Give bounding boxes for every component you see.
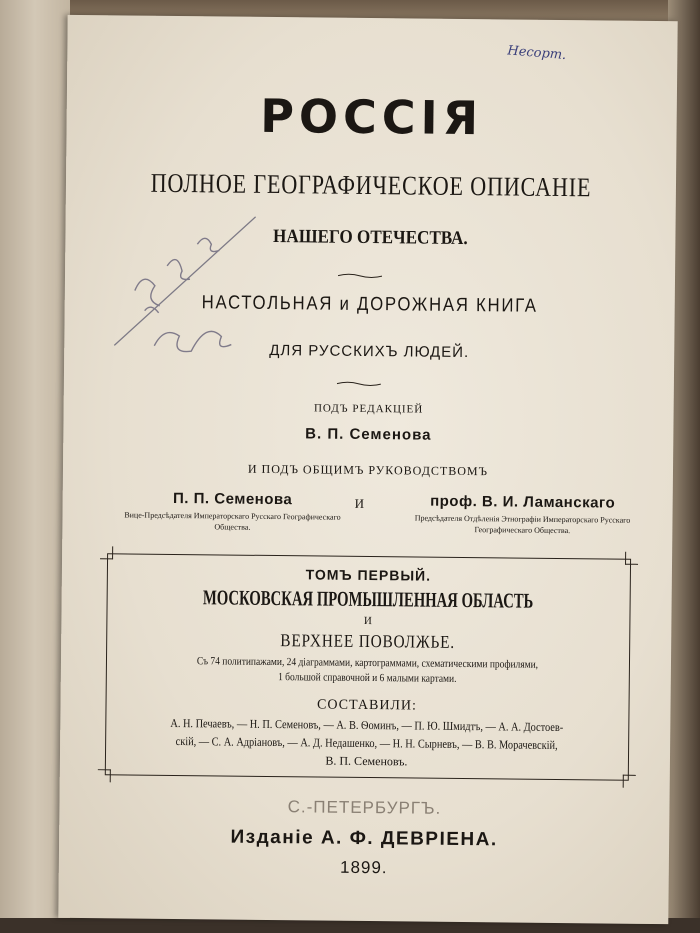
ornament-divider bbox=[337, 381, 381, 387]
subtitle-line-4: ДЛЯ РУССКИХЪ ЛЮДЕЙ. bbox=[269, 341, 470, 362]
box-corner bbox=[623, 775, 636, 788]
compilers-line-2: скій, — С. А. Адріановъ, — А. Д. Недашенко, — Н. Н. Сырневъ, — В. В. Морачевскій, bbox=[175, 734, 558, 753]
ornament-divider bbox=[338, 273, 382, 279]
publication-city: С.-ПЕТЕРБУРГЪ. bbox=[287, 797, 442, 818]
director-right-name: проф. В. И. Ламанскаго bbox=[430, 492, 616, 512]
box-corner bbox=[625, 552, 638, 565]
conjunction: И bbox=[354, 495, 365, 511]
publication-year: 1899. bbox=[339, 857, 388, 878]
illustrations-line-1: Съ 74 политипажами, 24 діаграммами, картограммами, схематическими профилями, bbox=[196, 655, 539, 671]
volume-label: ТОМЪ ПЕРВЫЙ. bbox=[305, 566, 432, 584]
publisher: Изданіе А. Ф. ДЕВРІЕНА. bbox=[230, 826, 498, 851]
director-right bbox=[387, 492, 657, 537]
box-corner bbox=[98, 769, 111, 782]
subtitle-line-1: ПОЛНОЕ ГЕОГРАФИЧЕСКОЕ ОПИСАНІЕ bbox=[150, 167, 592, 203]
direction-intro: И ПОДЪ ОБЩИМЪ РУКОВОДСТВОМЪ bbox=[247, 461, 489, 479]
editor-name: В. П. Семенова bbox=[305, 425, 432, 444]
editor-intro: ПОДЪ РЕДАКЦІЕЙ bbox=[313, 402, 424, 416]
handwritten-note: Несорт. bbox=[506, 43, 567, 64]
subtitle-line-3: НАСТОЛЬНАЯ и ДОРОЖНАЯ КНИГА bbox=[201, 292, 538, 317]
compilers-line-1: А. Н. Печаевъ, — Н. П. Семеновъ, — А. В. Ѳоминъ, — П. Ю. Шмидтъ, — А. А. Достоев- bbox=[170, 715, 564, 735]
subtitle-line-2: НАШЕГО ОТЕЧЕСТВА. bbox=[272, 225, 468, 250]
director-left-name: П. П. Семенова bbox=[172, 489, 293, 509]
compilers-line-3: В. П. Семеновъ. bbox=[325, 753, 408, 769]
volume-box bbox=[105, 553, 631, 780]
director-right-note: Предсѣдателя Отдѣленія Этнографіи Императорскаго Русскаго Географическаго Общества. bbox=[414, 513, 631, 536]
compilers-heading: СОСТАВИЛИ: bbox=[317, 697, 418, 714]
illustrations-line-2: 1 большой справочной и 6 малыми картами. bbox=[278, 671, 457, 685]
book-title: РОССІЯ bbox=[259, 88, 484, 146]
region-title-2: ВЕРХНЕЕ ПОВОЛЖЬЕ. bbox=[280, 630, 456, 652]
director-left-note: Вице-Предсѣдателя Императорскаго Русскаго Географическаго Общества. bbox=[124, 510, 341, 532]
box-corner bbox=[100, 546, 113, 559]
director-left bbox=[112, 489, 352, 534]
title-page bbox=[58, 15, 677, 924]
region-title: МОСКОВСКАЯ ПРОМЫШЛЕННАЯ ОБЛАСТЬ bbox=[202, 585, 534, 613]
region-conjunction: И bbox=[363, 614, 372, 628]
